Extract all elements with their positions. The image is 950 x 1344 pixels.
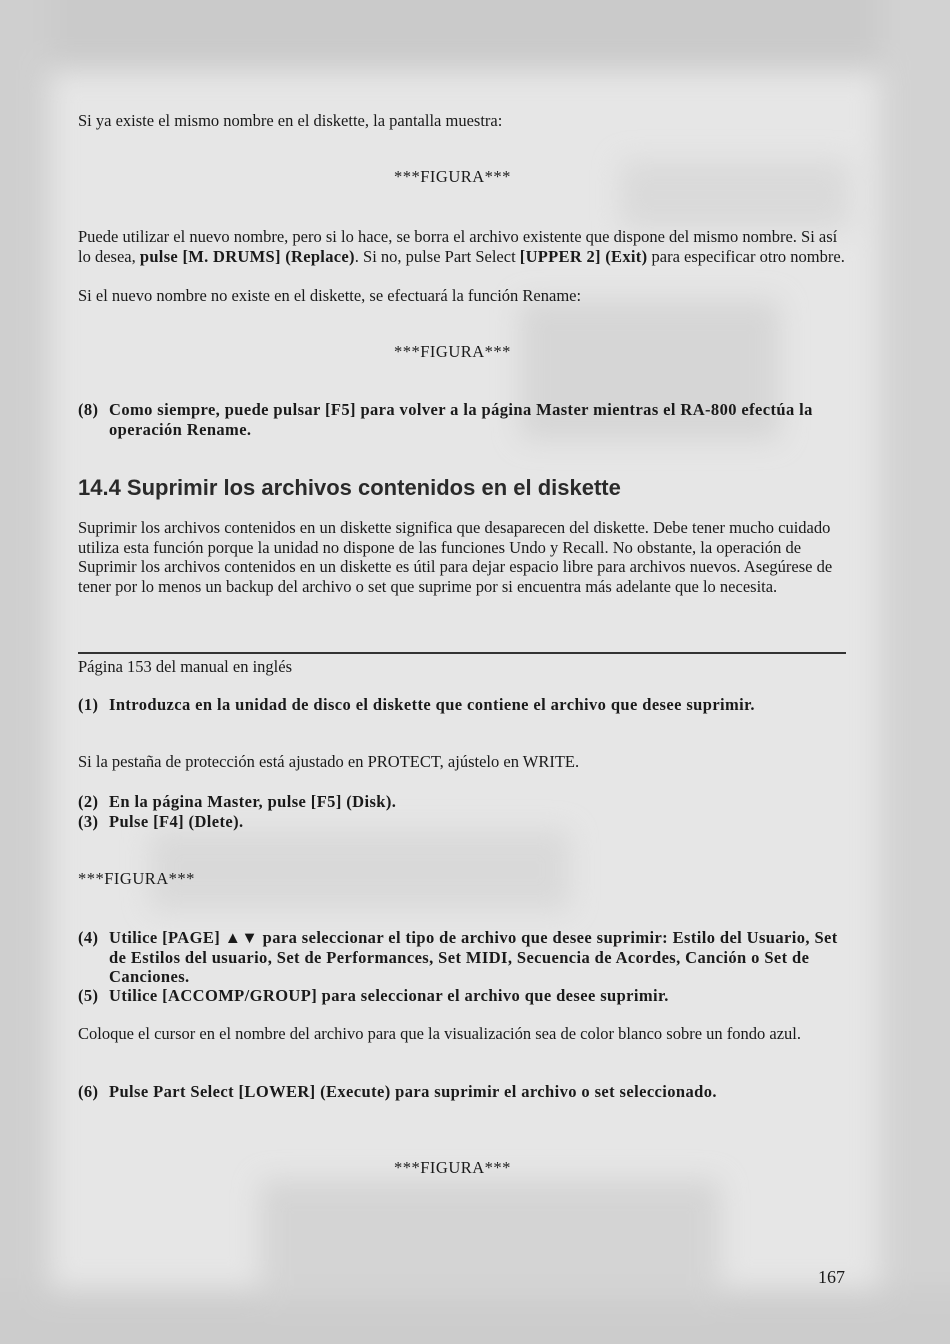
step-2-number: (2) xyxy=(78,792,99,811)
figure-placeholder-4: ***FIGURA*** xyxy=(394,1158,511,1177)
protect-paragraph: Si la pestaña de protección está ajustado en PROTECT, ajústelo en WRITE. xyxy=(78,752,580,771)
cursor-paragraph: Coloque el cursor en el nombre del archivo para que la visualización sea de color blanco sobre un fondo azul. xyxy=(78,1024,801,1043)
step-1 xyxy=(78,695,848,715)
step-6-number: (6) xyxy=(78,1082,99,1101)
step-6-text: Pulse Part Select [LOWER] (Execute) para suprimir el archivo o set seleccionado. xyxy=(109,1082,717,1101)
delete-description-paragraph: Suprimir los archivos contenidos en un diskette significa que desaparecen del diskette. Debe tener mucho cuidado utiliza esta función porque la unidad no dispone de las funciones Undo y Recall. No obstante, la operación de Suprimir los archivos contenidos en un diskette es útil para dejar espacio libre para archivos nuevos. Asegúrese de tener por lo menos un backup del archivo o set que suprime por si encuentra más adelante que lo necesita. xyxy=(78,518,833,596)
step-8-number: (8) xyxy=(78,400,99,419)
step-1-number: (1) xyxy=(78,695,99,714)
replace-bold-2: [UPPER 2] (Exit) xyxy=(519,246,648,266)
step-4-text: Utilice [PAGE] ▲▼ para seleccionar el tipo de archivo que desee suprimir: Estilo del Usuario, Set de Estilos del usuario, Set de Performances, Set MIDI, Secuencia de Acordes, Canción o Set de Canciones. xyxy=(109,928,838,986)
section-divider xyxy=(78,652,846,654)
step-2-text: En la página Master, pulse [F5] (Disk). xyxy=(109,792,397,811)
replace-paragraph xyxy=(78,227,848,266)
intro-paragraph: Si ya existe el mismo nombre en el diskette, la pantalla muestra: xyxy=(78,111,503,130)
step-5-text: Utilice [ACCOMP/GROUP] para seleccionar el archivo que desee suprimir. xyxy=(109,986,669,1005)
replace-text-1: Puede utilizar el nuevo nombre, pero si lo hace, se borra el archivo existente que dispone del mismo nombre. Si así lo desea, xyxy=(78,227,838,266)
figure-placeholder-3: ***FIGURA*** xyxy=(78,869,195,888)
figure-placeholder-1: ***FIGURA*** xyxy=(394,167,511,186)
step-6 xyxy=(78,1082,848,1102)
step-8-text: Como siempre, puede pulsar [F5] para volver a la página Master mientras el RA-800 efectúa la operación Rename. xyxy=(109,400,813,439)
replace-text-3: para especificar otro nombre. xyxy=(647,246,845,266)
page-number: 167 xyxy=(818,1267,845,1287)
replace-text-2: . Si no, pulse Part Select xyxy=(354,246,520,266)
figure-placeholder-2: ***FIGURA*** xyxy=(394,342,511,361)
step-3-text: Pulse [F4] (Dlete). xyxy=(109,812,244,831)
step-1-text: Introduzca en la unidad de disco el diskette que contiene el archivo que desee suprimir. xyxy=(109,695,755,714)
step-5-number: (5) xyxy=(78,986,99,1005)
step-8 xyxy=(78,400,848,439)
step-3-number: (3) xyxy=(78,812,99,831)
step-4-number: (4) xyxy=(78,928,99,947)
replace-bold-1: pulse [M. DRUMS] (Replace) xyxy=(139,246,355,266)
section-heading: 14.4 Suprimir los archivos contenidos en el diskette xyxy=(78,475,621,500)
step-5 xyxy=(78,986,848,1006)
step-3 xyxy=(78,812,848,832)
step-4 xyxy=(78,928,848,987)
step-2 xyxy=(78,792,848,812)
manual-page-reference: Página 153 del manual en inglés xyxy=(78,657,292,676)
rename-paragraph: Si el nuevo nombre no existe en el diskette, se efectuará la función Rename: xyxy=(78,286,582,305)
